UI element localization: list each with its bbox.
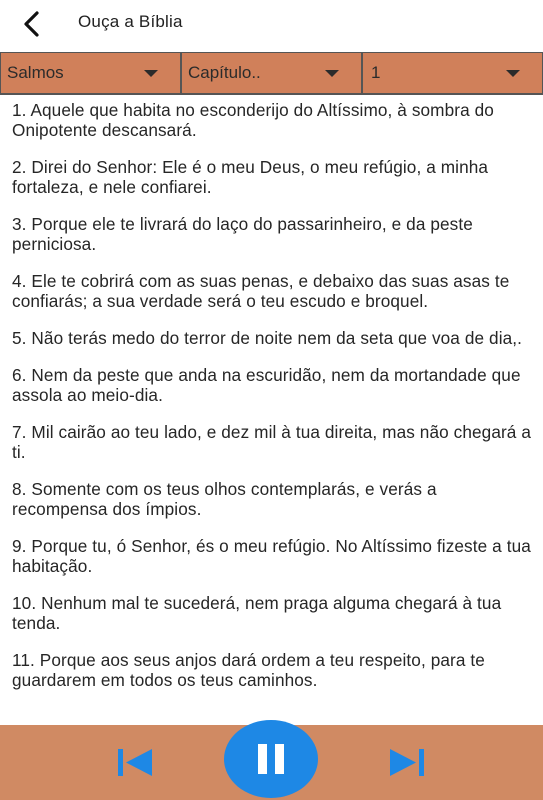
verse-dropdown-value: 1 <box>371 63 381 82</box>
book-dropdown-value: Salmos <box>7 63 64 82</box>
player-bar <box>0 725 543 800</box>
verse-item: 10. Nenhum mal te sucederá, nem praga alguma chegará à tua tenda. <box>12 593 502 633</box>
chapter-dropdown-value: Capítulo.. <box>188 63 261 82</box>
verse-item: 11. Porque aos seus anjos dará ordem a teu respeito, para te guardarem em todos os teus caminhos. <box>12 650 485 690</box>
verse-list[interactable] <box>0 94 543 724</box>
page-title: Ouça a Bíblia <box>78 12 183 31</box>
previous-button[interactable] <box>112 739 158 785</box>
chevron-down-icon <box>325 70 339 77</box>
verse-item: 7. Mil cairão ao teu lado, e dez mil à tua direita, mas não chegará a ti. <box>12 422 531 462</box>
back-button[interactable] <box>14 6 50 42</box>
verse-item: 8. Somente com os teus olhos contemplarás, e verás a recompensa dos ímpios. <box>12 479 437 519</box>
verse-item: 3. Porque ele te livrará do laço do passarinheiro, e da peste perniciosa. <box>12 214 473 254</box>
app-bar <box>0 0 543 50</box>
chevron-down-icon <box>506 70 520 77</box>
verse-item: 1. Aquele que habita no esconderijo do Altíssimo, à sombra do Onipotente descansará. <box>12 100 494 140</box>
chapter-dropdown[interactable] <box>181 52 362 94</box>
skip-next-icon <box>384 739 430 785</box>
pause-icon <box>254 744 288 774</box>
verse-item: 6. Nem da peste que anda na escuridão, nem da mortandade que assola ao meio-dia. <box>12 365 521 405</box>
verse-dropdown[interactable] <box>362 52 543 94</box>
next-button[interactable] <box>384 739 430 785</box>
verse-item: 4. Ele te cobrirá com as suas penas, e debaixo das suas asas te confiarás; a sua verdade será o teu escudo e broquel. <box>12 271 510 311</box>
arrow-left-icon <box>20 10 44 38</box>
book-dropdown[interactable] <box>0 52 181 94</box>
verse-item: 9. Porque tu, ó Senhor, és o meu refúgio. No Altíssimo fizeste a tua habitação. <box>12 536 531 576</box>
verse-item: 2. Direi do Senhor: Ele é o meu Deus, o meu refúgio, a minha fortaleza, e nele confiarei. <box>12 157 489 197</box>
pause-button[interactable] <box>224 720 318 798</box>
skip-previous-icon <box>112 739 158 785</box>
chevron-down-icon <box>144 70 158 77</box>
verse-item: 5. Não terás medo do terror de noite nem da seta que voa de dia,. <box>12 328 523 348</box>
selector-row <box>0 52 543 95</box>
